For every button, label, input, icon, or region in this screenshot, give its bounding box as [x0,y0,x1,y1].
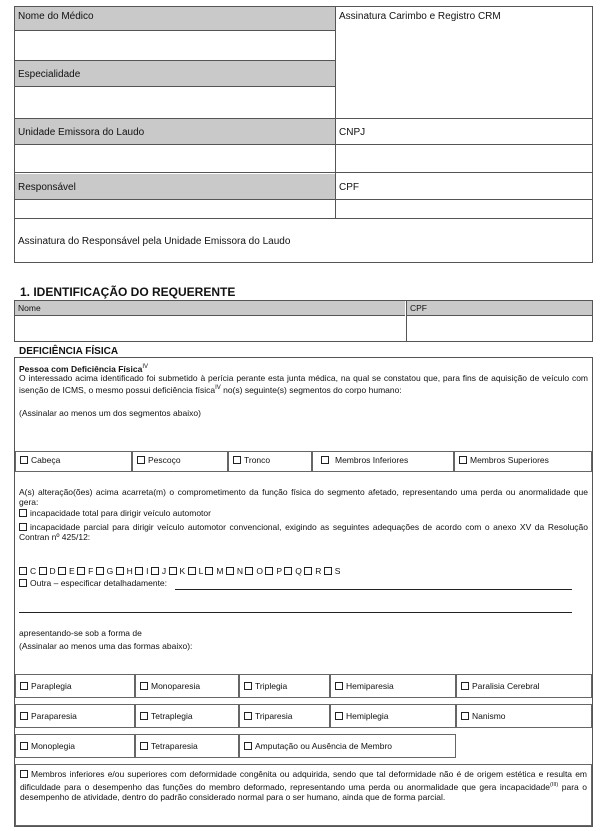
form-hemiplegia[interactable] [330,704,456,728]
checkbox-icon[interactable] [19,579,27,587]
form-label: Monoplegia [31,741,75,751]
paragraph-alteracao: A(s) alteração(ões) acima acarreta(m) o comprometimento da função física do segmento afetado, representando uma perda ou anormalidade que gera: [19,487,588,507]
letter-label: F [88,566,94,576]
segment-membros-inferiores[interactable] [312,451,454,472]
form-nanismo[interactable] [456,704,592,728]
pessoa-deficiencia-text: Pessoa com Deficiência Física [19,363,143,374]
form-label: Monoparesia [151,681,201,691]
form-label: Hemiplegia [346,711,389,721]
form-triparesia[interactable] [239,704,330,728]
checkbox-icon[interactable] [244,682,252,690]
checkbox-icon[interactable] [140,682,148,690]
option-outra[interactable] [19,578,167,588]
form-triplegia[interactable] [239,674,330,698]
letter-d[interactable] [39,566,56,576]
checkbox-icon[interactable] [19,523,27,531]
form-paralisia-cerebral[interactable] [456,674,592,698]
checkbox-icon[interactable] [137,456,145,464]
checkbox-icon[interactable] [461,712,469,720]
paragraph-pericia-b: no(s) seguinte(s) segmentos do corpo humano: [220,384,402,395]
segment-label: Pescoço [148,455,181,465]
letter-label: R [315,566,322,576]
form-label: Triparesia [255,711,293,721]
letter-g[interactable] [96,566,114,576]
checkbox-icon[interactable] [19,567,27,575]
checkbox-icon[interactable] [19,509,27,517]
checkbox-icon[interactable] [265,567,273,575]
checkbox-icon[interactable] [284,567,292,575]
segment-label: Membros Inferiores [335,455,409,465]
letter-s[interactable] [324,566,341,576]
letter-r[interactable] [304,566,321,576]
responsavel-field[interactable] [15,200,335,219]
letter-e[interactable] [58,566,75,576]
letter-n[interactable] [226,566,243,576]
option-incapacidade-total-label: incapacidade total para dirigir veículo automotor [30,508,211,518]
letter-f[interactable] [77,566,93,576]
assinatura-responsavel-label: Assinatura do Responsável pela Unidade Emissora do Laudo [18,236,291,247]
letter-label: J [161,566,167,576]
form-hemiparesia[interactable] [330,674,456,698]
segment-pescoco[interactable] [132,451,228,472]
checkbox-icon[interactable] [461,682,469,690]
formas-note: (Assinalar ao menos uma das formas abaixo): [19,641,193,651]
letter-label: Q [295,566,302,576]
cpf-requerente-label: CPF [406,301,592,316]
checkbox-icon[interactable] [140,742,148,750]
form-label: Paraparesia [31,711,77,721]
checkbox-icon[interactable] [335,712,343,720]
letter-label: N [236,566,243,576]
form-label: Triplegia [255,681,288,691]
checkbox-icon[interactable] [151,567,159,575]
deformidade-text-a: Membros inferiores e/ou superiores com deformidade congênita ou adquirida, sendo que tal deformidade não é de origem estética e resulta em dificuldade para o desempenho das funções do membro deformado, representando uma perda ou anormalidade que gera incapacidade [20,769,587,792]
deformidade-text-b: para o desempenho de atividade, dentro do padrão considerado normal para o ser humano, ainda que de forma parcial. [20,781,587,802]
form-label: Tetraplegia [151,711,193,721]
form-label: Nanismo [472,711,506,721]
unidade-emissora-label: Unidade Emissora do Laudo [15,119,335,145]
form-paraparesia[interactable] [15,704,135,728]
letter-label: D [49,566,56,576]
outra-input-line-2[interactable] [19,612,572,613]
checkbox-icon[interactable] [245,567,253,575]
form-label: Hemiparesia [346,681,394,691]
checkbox-icon[interactable] [233,456,241,464]
checkbox-icon[interactable] [226,567,234,575]
checkbox-icon[interactable] [58,567,66,575]
checkbox-icon[interactable] [244,712,252,720]
option-incapacidade-parcial[interactable] [19,522,588,542]
form-monoparesia[interactable] [135,674,239,698]
sup-iv: IV [142,364,148,370]
option-deformidade[interactable] [15,764,592,826]
checkbox-icon[interactable] [459,456,467,464]
checkbox-icon[interactable] [140,712,148,720]
checkbox-icon[interactable] [20,712,28,720]
letter-label: C [30,566,37,576]
outra-input-line-1[interactable] [175,589,572,590]
apresentando-text: apresentando-se sob a forma de [19,628,142,638]
nome-label: Nome [15,301,405,316]
segment-tronco[interactable] [228,451,312,472]
assinatura-carimbo-label: Assinatura Carimbo e Registro CRM [339,11,501,22]
form-tetraplegia[interactable] [135,704,239,728]
checkbox-icon[interactable] [244,742,252,750]
option-incapacidade-parcial-label: incapacidade parcial para dirigir veículo automotor convencional, exigindo as seguintes adequações de acordo com o anexo XV da Resolução Contran nº 425/12: [19,522,588,542]
segment-label: Membros Superiores [470,455,549,465]
checkbox-icon[interactable] [20,456,28,464]
letter-label: H [126,566,133,576]
form-tetraparesia[interactable] [135,734,239,758]
form-monoplegia[interactable] [15,734,135,758]
paragraph-pericia-a: O interessado acima identificado foi submetido à perícia perante esta junta médica, na qual se constatou que, para fins de aquisição de veículo com isenção de ICMS, o mesmo possui deficiência física [19,373,588,395]
especialidade-field[interactable] [15,87,335,118]
form-label: Paraplegia [31,681,72,691]
letter-m[interactable] [205,566,223,576]
letter-label: L [198,566,204,576]
checkbox-icon[interactable] [205,567,213,575]
letter-h[interactable] [116,566,133,576]
segment-label: Tronco [244,455,271,465]
letter-c[interactable] [19,566,36,576]
form-label: Tetraparesia [151,741,198,751]
letter-p[interactable] [265,566,282,576]
unidade-emissora-field[interactable] [15,145,335,173]
letters-row [19,566,588,576]
form-label: Paralisia Cerebral [472,681,540,691]
cpf-label: CPF [336,174,592,200]
checkbox-icon[interactable] [324,567,332,575]
form-paraplegia[interactable] [15,674,135,698]
letter-label: S [334,566,341,576]
checkbox-icon[interactable] [96,567,104,575]
cnpj-label: CNPJ [336,119,592,145]
option-incapacidade-total[interactable] [19,508,211,518]
segments-note: (Assinalar ao menos um dos segmentos abaixo) [19,408,201,418]
especialidade-label: Especialidade [15,61,335,87]
deficiencia-heading: DEFICIÊNCIA FÍSICA [19,346,119,357]
letter-label: I [146,566,149,576]
nome-medico-label: Nome do Médico [15,7,335,31]
checkbox-icon[interactable] [20,742,28,750]
nome-medico-field[interactable] [15,31,335,61]
letter-l[interactable] [188,566,203,576]
segment-cabeca[interactable] [15,451,132,472]
checkbox-icon[interactable] [20,770,28,778]
letter-o[interactable] [245,566,263,576]
checkbox-icon[interactable] [188,567,196,575]
checkbox-icon[interactable] [169,567,177,575]
checkbox-icon[interactable] [39,567,47,575]
checkbox-icon[interactable] [335,682,343,690]
letter-j[interactable] [151,566,166,576]
letter-label: O [256,566,263,576]
form-label: Amputação ou Ausência de Membro [255,741,393,751]
cnpj-field[interactable] [336,145,592,173]
checkbox-icon[interactable] [321,456,329,464]
segment-label: Cabeça [31,455,61,465]
letter-k[interactable] [169,566,186,576]
letter-label: E [69,566,75,576]
assinatura-carimbo-field[interactable] [336,29,592,118]
section-1-title: 1. IDENTIFICAÇÃO DO REQUERENTE [20,285,236,299]
letter-i[interactable] [135,566,148,576]
letter-q[interactable] [284,566,302,576]
paragraph-pericia [19,373,588,395]
checkbox-icon[interactable] [304,567,312,575]
option-outra-label: Outra – especificar detalhadamente: [30,578,168,588]
letter-label: P [276,566,282,576]
responsavel-label: Responsável [15,174,335,200]
form-amputacao[interactable] [239,734,456,758]
sup-iii: (III) [550,781,559,788]
letter-label: K [179,566,186,576]
cpf-field[interactable] [336,200,592,219]
nome-field[interactable] [15,316,405,341]
segment-membros-superiores[interactable] [454,451,592,472]
letter-label: G [106,566,114,576]
checkbox-icon[interactable] [77,567,85,575]
cpf-requerente-field[interactable] [406,316,592,341]
checkbox-icon[interactable] [116,567,124,575]
checkbox-icon[interactable] [20,682,28,690]
letter-label: M [216,566,224,576]
checkbox-icon[interactable] [135,567,143,575]
sup-iv-2: IV [215,385,221,391]
